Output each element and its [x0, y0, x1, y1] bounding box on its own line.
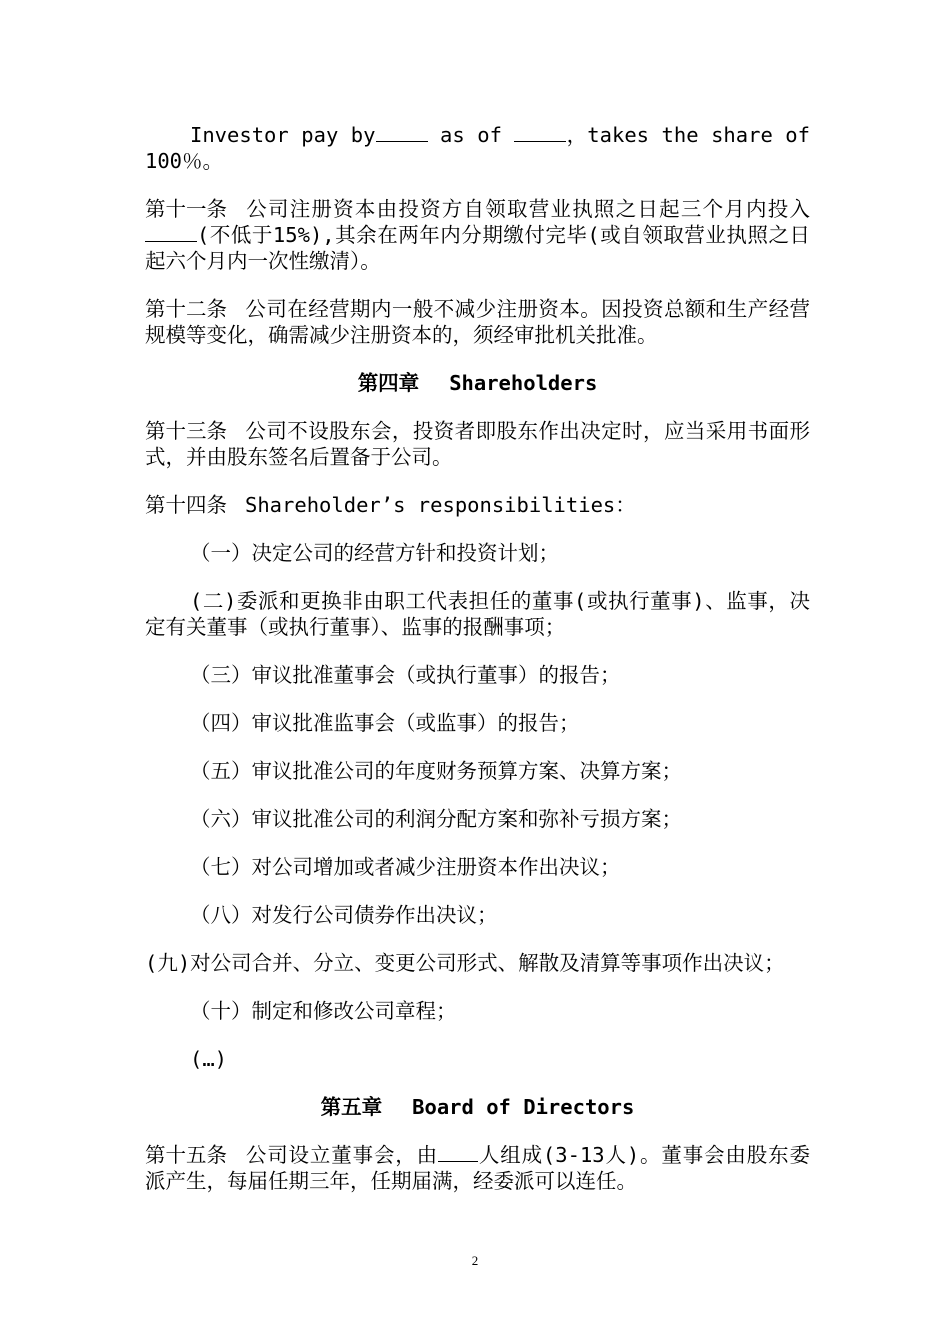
list-item: （十）制定和修改公司章程； [190, 999, 457, 1023]
list-item: (二)委派和更换非由职工代表担任的董事(或执行董事)、监事，决定有关董事（或执行董事）、监事的报酬事项； [145, 589, 810, 639]
list-item: （六）审议批准公司的利润分配方案和弥补亏损方案； [190, 807, 682, 831]
list-item: （四）审议批准监事会（或监事）的报告； [190, 711, 580, 735]
blank-line [438, 1143, 478, 1162]
page-number: 2 [471, 1253, 479, 1268]
list-item: （三）审议批准董事会（或执行董事）的报告； [190, 663, 621, 687]
text-segment: Investor pay by [190, 123, 376, 147]
article-11 [145, 196, 810, 274]
article-12 [145, 296, 810, 348]
list-item: （五）审议批准公司的年度财务预算方案、决算方案； [190, 759, 682, 783]
article-text: 公司注册资本由投资方自领取营业执照之日起三个月内投入 [245, 197, 810, 221]
article-label: 第十四条 [145, 493, 227, 517]
chapter-5-heading [145, 1094, 810, 1120]
list-item-text: (九)对公司合并、分立、变更公司形式、解散及清算等事项作出决议； [145, 951, 785, 975]
text-segment: ，takes the share of 100％。 [145, 123, 810, 173]
article-text: (不低于15%),其余在两年内分期缴付完毕(或自领取营业执照之日起六个月内一次性缴清）。 [145, 223, 810, 273]
article-14 [145, 492, 810, 518]
article-label: 第十三条 [145, 419, 227, 443]
chapter-4-heading [145, 370, 810, 396]
article-13 [145, 418, 810, 470]
chapter-title: Shareholders [449, 371, 598, 395]
chapter-number: 第五章 [320, 1095, 383, 1119]
list-item [145, 950, 810, 976]
article-text: 公司在经营期内一般不减少注册资本。因投资总额和生产经营规模等变化，确需减少注册资本的，须经审批机关批准。 [145, 297, 810, 347]
article-text: 人组成(3-13人)。董事会由股东委派产生，每届任期三年，任期届满，经委派可以连任。 [145, 1143, 810, 1193]
article-text: 公司设立董事会，由 [245, 1143, 439, 1167]
article-text: Shareholder’s responsibilities： [245, 493, 636, 517]
list-item: (…) [190, 1047, 228, 1071]
investor-payment-paragraph [145, 122, 810, 174]
list-item: （七）对公司增加或者减少注册资本作出决议； [190, 855, 621, 879]
list-item: （八）对发行公司债券作出决议； [190, 903, 498, 927]
blank-line [145, 223, 197, 242]
list-item: （一）决定公司的经营方针和投资计划； [190, 541, 559, 565]
text-segment: as of [427, 123, 515, 147]
article-label: 第十二条 [145, 297, 227, 321]
article-text: 公司不设股东会，投资者即股东作出决定时，应当采用书面形式，并由股东签名后置备于公司。 [145, 419, 810, 469]
chapter-title: Board of Directors [412, 1095, 635, 1119]
document-body [145, 122, 810, 1216]
article-label: 第十五条 [145, 1143, 227, 1167]
blank-line [514, 123, 566, 142]
chapter-number: 第四章 [357, 371, 420, 395]
blank-line [376, 123, 428, 142]
article-label: 第十一条 [145, 197, 227, 221]
article-15 [145, 1142, 810, 1194]
